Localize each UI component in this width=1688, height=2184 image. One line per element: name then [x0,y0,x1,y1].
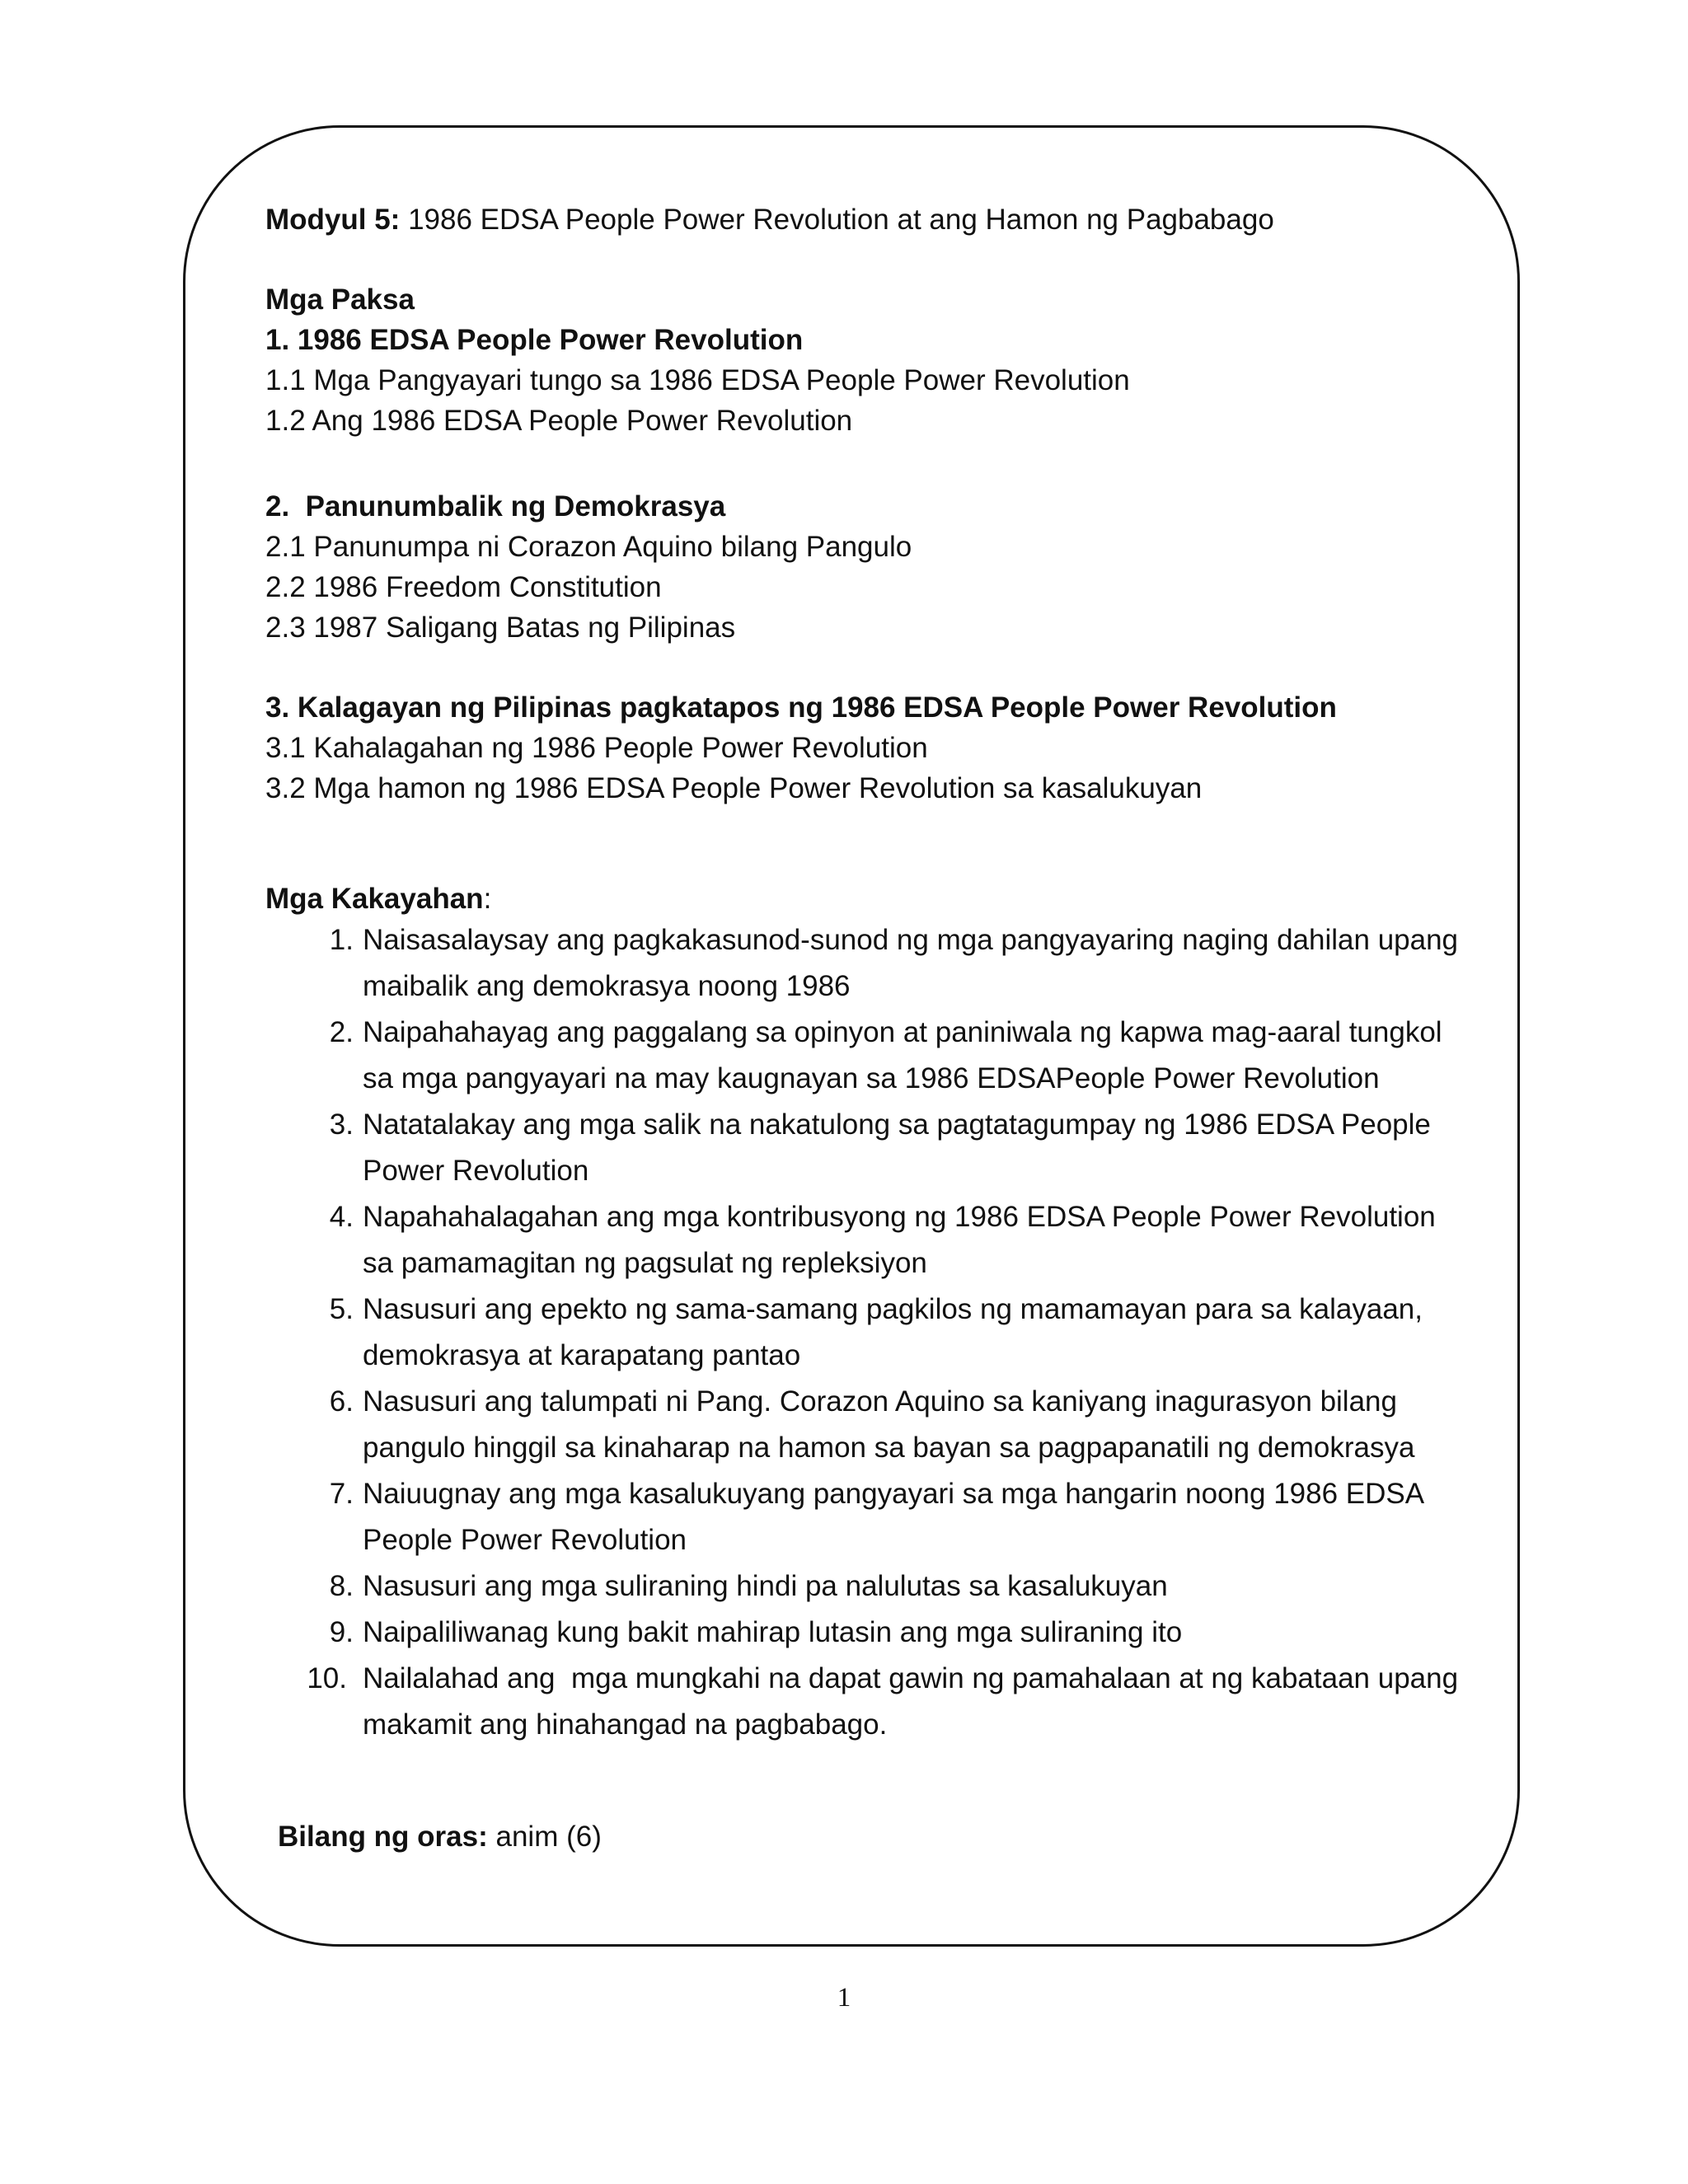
competency-item [313,1102,1467,1194]
topic-section-1-title: 1. 1986 EDSA People Power Revolution [265,324,804,356]
competency-number: 9. [329,1616,354,1648]
competency-text: Nasusuri ang talumpati ni Pang. Corazon Aquino sa kaniyang inagurasyon bilang pangulo hinggil sa kinaharap na hamon sa bayan sa pagpapanatili ng demokrasya [363,1385,1415,1464]
competency-item [307,1656,1467,1748]
topic-section-3-title: 3. Kalagayan ng Pilipinas pagkatapos ng 1986 EDSA People Power Revolution [265,691,1337,724]
module-title: 1986 EDSA People Power Revolution at ang Hamon ng Pagbabago [408,204,1274,236]
topic-item-2-3: 2.3 1987 Saligang Batas ng Pilipinas [265,612,736,644]
competency-text: Nasusuri ang mga suliraning hindi pa nalulutas sa kasalukuyan [363,1570,1168,1602]
competency-text: Naiuugnay ang mga kasalukuyang pangyayari sa mga hangarin noong 1986 EDSA People Power Revolution [363,1478,1423,1556]
competency-text: Nasusuri ang epekto ng sama-samang pagkilos ng mamamayan para sa kalayaan, demokrasya at karapatang pantao [363,1293,1423,1371]
competencies-heading-label: Mga Kakayahan [265,883,484,915]
hours-value: anim (6) [495,1821,602,1853]
topic-item-2-2: 2.2 1986 Freedom Constitution [265,571,662,603]
competency-item [313,1286,1467,1379]
competency-number: 3. [329,1108,354,1141]
topic-item-1-1: 1.1 Mga Pangyayari tungo sa 1986 EDSA People Power Revolution [265,364,1130,396]
module-label: Modyul 5: [265,204,401,236]
competency-item [313,1379,1467,1471]
competency-item [313,917,1467,1010]
competency-number: 4. [329,1201,354,1233]
competency-number: 6. [329,1385,354,1418]
competencies-list [307,917,1467,1748]
competency-text: Naipaliliwanag kung bakit mahirap lutasin ang mga suliraning ito [363,1616,1183,1648]
competency-item [313,1194,1467,1286]
competency-text: Napahahalagahan ang mga kontribusyong ng 1986 EDSA People Power Revolution sa pamamagitan ng pagsulat ng repleksiyon [363,1201,1436,1279]
topic-section-2-title: 2. Panunumbalik ng Demokrasya [265,490,726,523]
topic-item-3-2: 3.2 Mga hamon ng 1986 EDSA People Power Revolution sa kasalukuyan [265,772,1203,804]
competency-item [313,1010,1467,1102]
competency-number: 1. [329,924,354,956]
competency-number: 5. [329,1293,354,1325]
topic-item-3-1: 3.1 Kahalagahan ng 1986 People Power Revolution [265,732,928,764]
page-number: 1 [837,1983,851,2013]
competency-item [313,1610,1467,1656]
competency-number: 8. [329,1570,354,1602]
topic-item-1-2: 1.2 Ang 1986 EDSA People Power Revolution [265,405,853,437]
competency-number: 10. [307,1662,347,1694]
topic-item-2-1: 2.1 Panunumpa ni Corazon Aquino bilang Pangulo [265,531,912,563]
hours-label: Bilang ng oras: [278,1821,488,1853]
competency-text: Naipahahayag ang paggalang sa opinyon at paniniwala ng kapwa mag-aaral tungkol sa mga pangyayari na may kaugnayan sa 1986 EDSAPeople Power Revolution [363,1016,1442,1094]
competencies-heading [265,879,491,919]
competency-text: Natatalakay ang mga salik na nakatulong sa pagtatagumpay ng 1986 EDSA People Power Revolution [363,1108,1431,1187]
competencies-heading-colon: : [483,883,492,915]
hours-line [278,1817,602,1857]
module-title-line [265,200,1274,240]
competency-text: Nailalahad ang mga mungkahi na dapat gawin ng pamahalaan at ng kabataan upang makamit ang hinahangad na pagbabago. [363,1662,1466,1741]
competency-number: 7. [329,1478,354,1510]
competency-text: Naisasalaysay ang pagkakasunod-sunod ng mga pangyayaring naging dahilan upang maibalik ang demokrasya noong 1986 [363,924,1459,1002]
competency-number: 2. [329,1016,354,1048]
competency-item [313,1471,1467,1563]
competency-item [313,1563,1467,1610]
topics-heading: Mga Paksa [265,284,415,316]
